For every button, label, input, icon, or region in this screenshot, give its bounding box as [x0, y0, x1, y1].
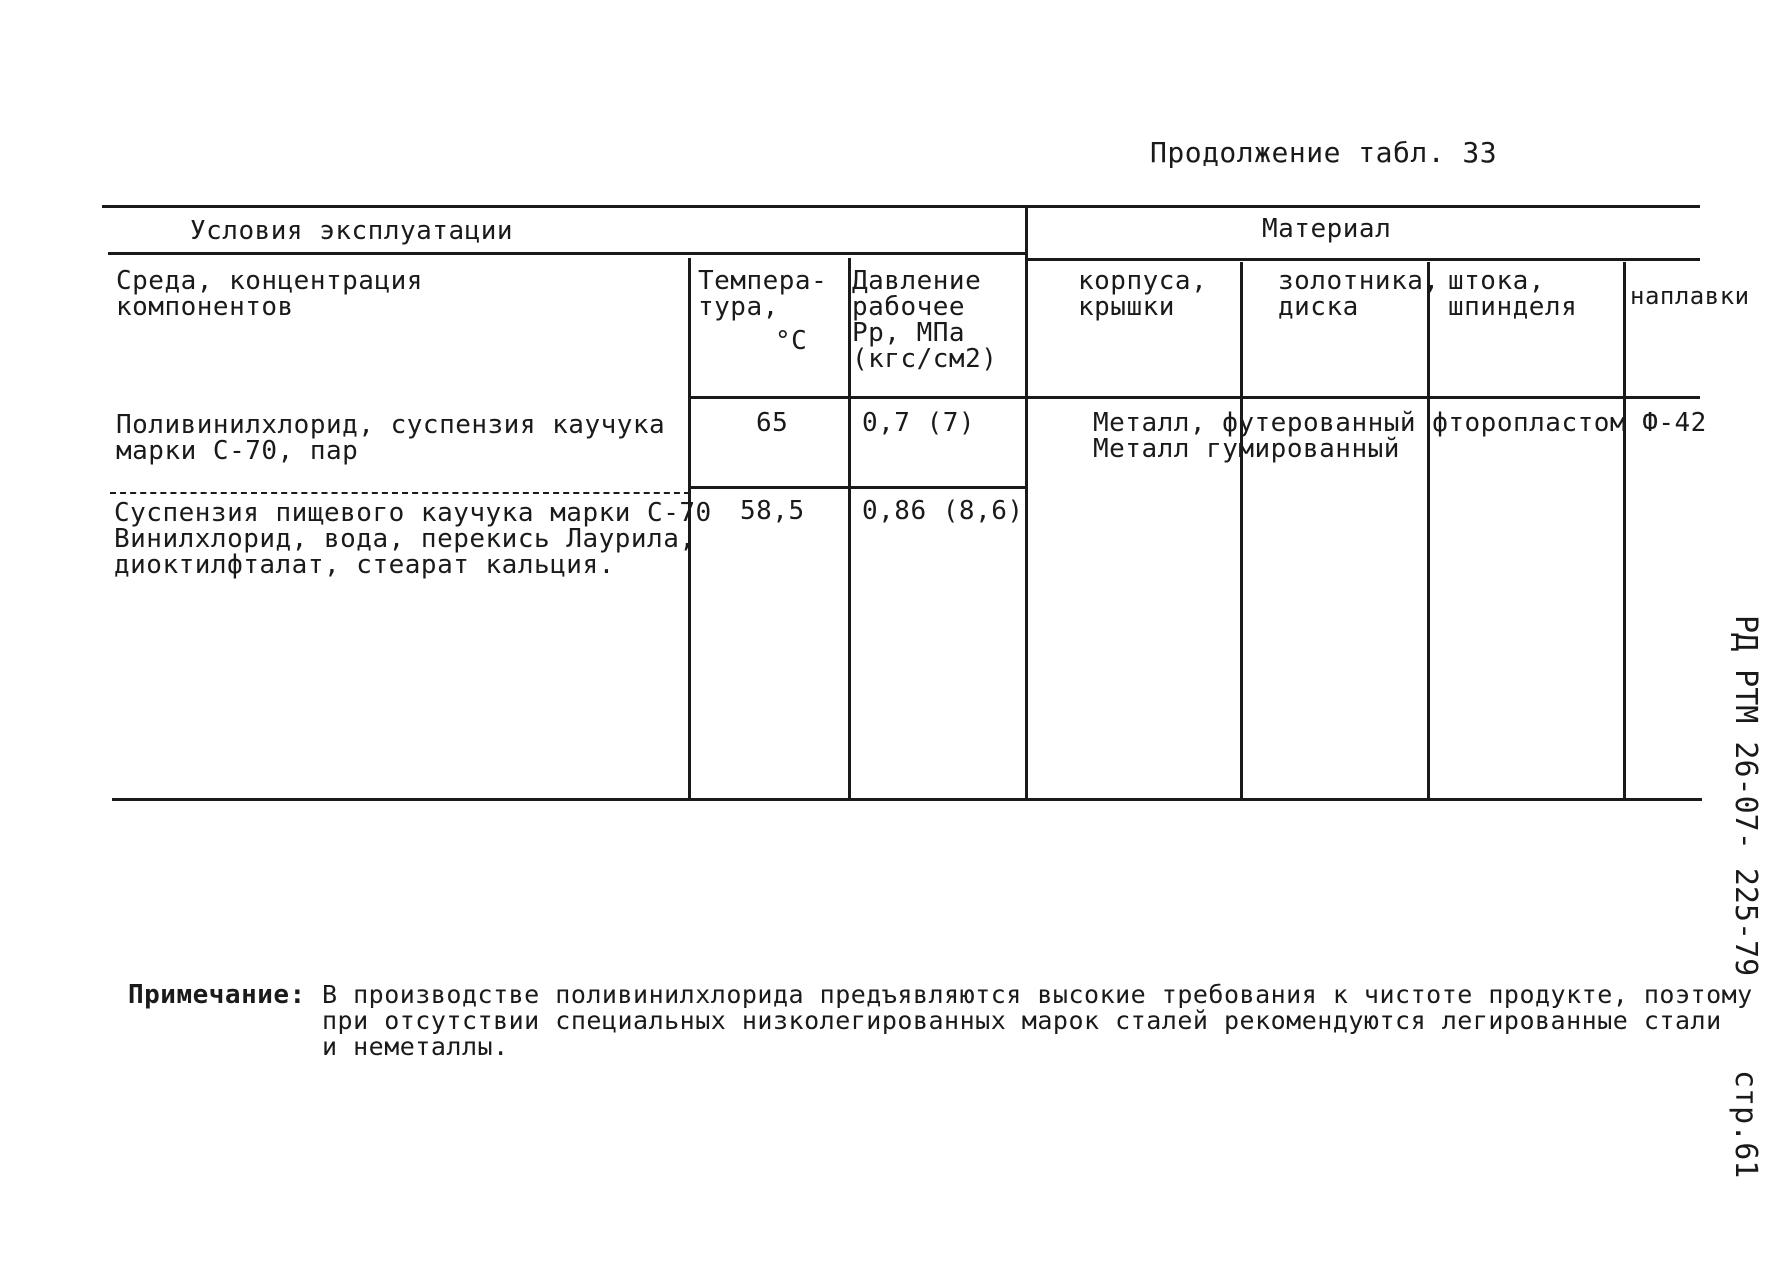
column-divider-body: [1240, 262, 1243, 800]
row1-pressure: 0,7 (7): [862, 408, 976, 438]
table-bottom-rule: [112, 798, 1702, 801]
column-header-medium: Среда, концентрация компонентов: [116, 266, 423, 322]
group-header-rule-right: [1028, 258, 1700, 261]
column-divider-stem: [1623, 262, 1626, 800]
column-header-temperature-unit: °C: [775, 326, 808, 356]
column-header-gate: золотника, диска: [1278, 266, 1440, 322]
row2-medium: Суспензия пищевого каучука марки С-70 Винилхлорид, вода, перекись Лаурила, диоктилфталат, стеарат кальция.: [114, 498, 712, 580]
group-header-material: Материал: [1262, 214, 1392, 244]
column-header-bottom-rule: [690, 396, 1700, 399]
group-header-rule-left: [108, 252, 1028, 255]
row1-medium: Поливинилхлорид, суспензия каучука марки С-70, пар: [116, 410, 666, 466]
row1-material-line2: Металл гумированный: [1093, 434, 1400, 464]
group-header-conditions: Условия эксплуатации: [190, 216, 514, 246]
column-header-body: корпуса, крышки: [1078, 266, 1208, 322]
column-header-pressure: Давление рабочее Рр, МПа (кгс/см2): [852, 266, 998, 374]
note-label: Примечание:: [128, 980, 306, 1010]
row2-pressure: 0,86 (8,6): [862, 496, 1024, 526]
column-divider-conditions-material: [1025, 205, 1028, 800]
note-text: В производстве поливинилхлорида предъявляются высокие требования к чистоте продукте, поэтому при отсутствии специальных низколегированных марок сталей рекомендуются легированные стали и неметаллы.: [322, 980, 1753, 1061]
document-code: РД РТМ 26-07- 225-79: [1728, 615, 1763, 977]
column-header-overlay: наплавки: [1630, 282, 1750, 310]
row1-bottom-rule-dashed: [110, 492, 690, 494]
column-divider-temperature: [848, 258, 851, 800]
row1-bottom-rule: [690, 486, 1025, 489]
column-divider-gate: [1427, 262, 1430, 800]
row2-temperature: 58,5: [740, 496, 805, 526]
table-top-rule: [102, 205, 1700, 208]
column-header-temperature: Темпера- тура,: [698, 266, 828, 322]
column-header-stem: штока, шпинделя: [1448, 266, 1578, 322]
page-number: стр.61: [1728, 1070, 1763, 1179]
row1-material-line1: Металл, футерованный фторопластом Ф-42: [1093, 408, 1707, 438]
table-continuation-caption: Продолжение табл. 33: [1150, 136, 1498, 169]
row1-temperature: 65: [756, 408, 789, 438]
